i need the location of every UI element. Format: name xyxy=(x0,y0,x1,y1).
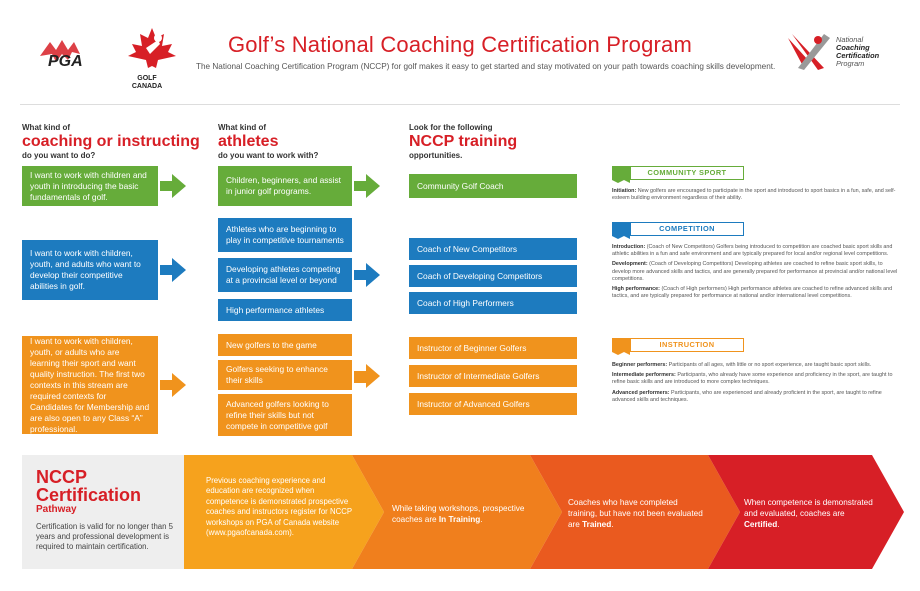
pathway-step-4-text: When competence is demonstrated and evaluated, coaches are xyxy=(744,498,873,518)
training-text-6: Instructor of Advanced Golfers xyxy=(417,398,530,409)
pathway-title xyxy=(36,468,141,516)
coaching-text-competition: I want to work with children, youth, and adults who want to develop their competitive abilities in golf. xyxy=(30,248,141,291)
instruction-val-0: Participants of all ages, with little or no sport experience, are taught basic sport skills. xyxy=(668,362,872,368)
pathway-title-3: Pathway xyxy=(36,504,77,515)
col-training-small: Look for the following xyxy=(409,123,493,132)
training-text-2: Coach of Developing Competitors xyxy=(417,270,543,281)
athlete-text-2: Developing athletes competing at a provincial level or beyond xyxy=(226,264,341,285)
competition-key-0: Introduction: xyxy=(612,244,646,250)
tag-instruction: INSTRUCTION xyxy=(630,338,744,352)
instruction-val-1: Participants, who already have some experience and proficiency in the sport, are taught to refine basic skills and are introduced to more complex techniques. xyxy=(612,372,893,386)
col-athletes-big: athletes xyxy=(218,133,279,150)
golf-canada-logo-text: GOLF CANADA xyxy=(131,75,163,90)
tag-competition: COMPETITION xyxy=(630,222,744,236)
arrow-right-icon xyxy=(160,258,380,287)
col-coaching-after: do you want to do? xyxy=(22,151,96,160)
coaching-text-community: I want to work with children and youth in introducing the basic fundamentals of golf. xyxy=(30,169,147,202)
col-coaching-small: What kind of xyxy=(22,123,70,132)
competition-key-1: Development: xyxy=(612,261,648,268)
instruction-key-1: Intermediate performers: xyxy=(612,372,676,379)
athlete-text-1: Athletes who are beginning to play in competitive tournaments xyxy=(226,224,344,245)
desc-community xyxy=(612,188,900,202)
athlete-text-4: New golfers to the game xyxy=(226,339,317,350)
col-coaching-big: coaching or instructing xyxy=(22,133,200,150)
desc-instruction xyxy=(612,362,900,404)
pathway-step-1: Previous coaching experience and education are recognized when competence is demonstrated prospective coaches and instructors register for NCCP workshops on PGA of Canada website (www.pgaofcanada.com). xyxy=(206,476,352,538)
col-training-after: opportunities. xyxy=(409,151,463,160)
col-athletes-after: do you want to work with? xyxy=(218,151,319,160)
pathway-title-1: NCCP xyxy=(36,467,88,487)
nccp-logo-line1: National xyxy=(836,35,864,44)
tag-community: COMMUNITY SPORT xyxy=(630,166,744,180)
instruction-key-0: Beginner performers: xyxy=(612,362,668,368)
athlete-text-0: Children, beginners, and assist in junior golf programs. xyxy=(226,175,341,196)
pathway-step-4-status: Certified xyxy=(744,520,778,529)
training-text-1: Coach of New Competitors xyxy=(417,243,518,254)
training-text-0: Community Golf Coach xyxy=(417,180,504,191)
pathway-step-2: While taking workshops, prospective coaches are In Training. xyxy=(392,504,525,524)
athlete-text-3: High performance athletes xyxy=(226,304,325,315)
athlete-text-5: Golfers seeking to enhance their skills xyxy=(226,364,328,385)
instruction-val-2: Participants, who are experienced and already proficient in the sport, are taught to refine advanced skills and techniques. xyxy=(612,389,882,403)
athlete-text-6: Advanced golfers looking to refine their skills but not compete in competitive golf xyxy=(226,398,329,431)
training-text-4: Instructor of Beginner Golfers xyxy=(417,342,527,353)
instruction-key-2: Advanced performers: xyxy=(612,389,670,396)
training-text-5: Instructor of Intermediate Golfers xyxy=(417,370,540,381)
col-training-big: NCCP training xyxy=(409,133,518,150)
coaching-text-instruction: I want to work with children, youth, or adults who are learning their sport and want quality instruction. The first two contexts in this stream are required contexts for Candidates for Membership and are also open to any Class “A” professional. xyxy=(30,335,150,434)
training-text-3: Coach of High Performers xyxy=(417,297,514,308)
nccp-logo-line4: Program xyxy=(836,59,865,68)
page-title: Golf’s National Coaching Certification Program xyxy=(227,32,693,57)
page-subtitle: The National Coaching Certification Program (NCCP) for golf makes it easy to get started and stay motivated on your path towards coaching skills development. xyxy=(196,62,776,71)
nccp-logo-line2: Coaching xyxy=(836,43,870,52)
community-key-0: Initiation: xyxy=(612,188,637,194)
pathway-title-2: Certification xyxy=(36,485,142,505)
arrow-right-icon xyxy=(160,364,380,397)
arrow-right-icon xyxy=(160,174,380,198)
pathway-step-2-text: While taking workshops, prospective coaches are xyxy=(392,504,525,524)
competition-val-1: (Coach of Developing Competitors) Developing athletes are coached to refine basic sport skills, to develop more advanced skills and tactics, and are generally prepared for performance at provincial and/or national level competitions. xyxy=(612,261,898,282)
pathway-note: Certification is valid for no longer than 5 years and professional development is required to maintain certification. xyxy=(36,522,173,551)
pga-logo-text: PGA xyxy=(48,53,83,70)
competition-key-2: High performance: xyxy=(612,286,660,293)
competition-val-2: (Coach of High performers) High performance athletes are coached to refine advanced skills and tactics, and are typically prepared for performance at national and/or international level competitions. xyxy=(612,286,893,300)
desc-competition xyxy=(612,244,900,300)
pathway-step-3: Coaches who have completed training, but have not been evaluated are Trained. xyxy=(568,498,703,529)
pathway-step-3-status: Trained xyxy=(582,520,612,529)
pathway-step-4: When competence is demonstrated and evaluated, coaches are Certified. xyxy=(744,498,873,529)
nccp-logo-line3: Certification xyxy=(836,51,880,60)
pathway-step-3-text: Coaches who have completed training, but have not been evaluated are xyxy=(568,498,703,529)
pathway-step-2-status: In Training xyxy=(438,515,481,524)
col-athletes-small: What kind of xyxy=(218,123,266,132)
community-val-0: New golfers are encouraged to participate in the sport and introduced to sport basics in a fun, safe, and self-esteem building environment regardless of their ability. xyxy=(612,188,896,202)
competition-val-0: (Coach of New Competitors) Golfers being introduced to competition are coached basic sport skills and athletic abilities in a fun and safe environment and are typically prepared for local and/or regional level competitions. xyxy=(612,244,893,258)
